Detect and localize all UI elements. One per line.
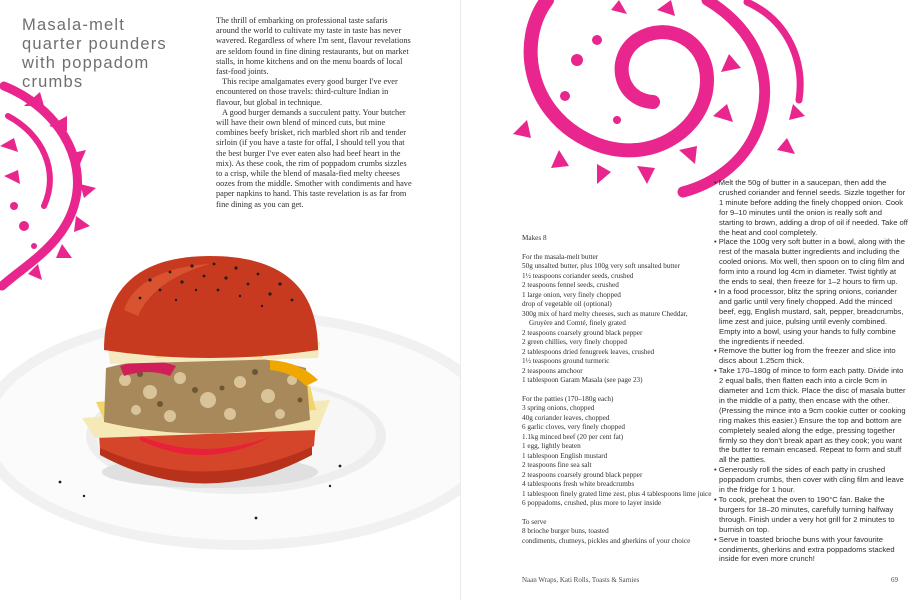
method-step [714,495,908,535]
ingredient-item: 6 garlic cloves, very finely chopped [522,423,625,431]
ingredient-section [522,395,712,509]
intro-paragraph: This recipe amalgamates every good burger I've ever encountered on those travels: third-culture Indian in flavour, but global in technique. [216,77,398,107]
paisley-swirl-decoration [507,0,807,198]
method-step [714,535,908,565]
ingredient-item: 2 tablespoons dried fenugreek leaves, crushed [522,347,655,356]
title-line: Masala-melt [22,16,126,34]
running-footer: Naan Wraps, Kati Rolls, Toasts & Sarnies [522,576,640,584]
intro-paragraph: The thrill of embarking on professional taste safaris around the world to cultivate my taste in taste has never wavered. Regardless of where I'm sent, flavour revelations are seldom found in fine dining restaurants, but on market stalls, in home kitchens and on the menu boards of local fast-food joints. [216,16,411,77]
ingredient-item: 3 spring onions, chopped [522,404,595,412]
method-step-text: In a food processor, blitz the spring onions, coriander and garlic until very finely chopped. Add the minced beef, egg, English mustard, salt, pepper, breadcrumbs, lime zest and juice, pulsing until evenly combined. Empty into a bowl, using your hands to fully combine the ingredients if needed. [718,286,904,346]
ingredient-item: 1½ teaspoons coriander seeds, crushed [522,271,634,280]
ingredient-item: 2 teaspoons fine sea salt [522,461,592,469]
ingredient-item: 2 teaspoons amchoor [522,366,583,375]
method-step-text: Remove the butter log from the freezer and slice into discs about 1.25cm thick. [718,346,896,366]
method-step [714,346,908,366]
ingredient-section [522,253,712,386]
ingredient-item: 1 tablespoon Garam Masala (see page 23) [522,376,643,384]
ingredient-item: 2 teaspoons coarsely ground black pepper [522,470,643,479]
bullet-icon: • [714,465,719,475]
ingredient-item: 1½ teaspoons ground turmeric [522,357,610,365]
ingredient-section-heading: To serve [522,517,547,526]
ingredient-item: 4 tablespoons fresh white breadcrumbs [522,480,635,488]
method-step [714,366,908,465]
ingredients-list [522,234,712,555]
bullet-icon: • [714,366,719,376]
ingredient-section-heading: For the masala-melt butter [522,252,599,261]
bullet-icon: • [714,534,719,544]
right-page [461,0,922,600]
ingredient-item: 1.1kg minced beef (20 per cent fat) [522,432,624,441]
ingredient-item: 300g mix of hard melty cheeses, such as mature Cheddar, Gruyère and Comté, finely grated [522,309,688,327]
intro-text [216,16,412,210]
servings: Makes 8 [522,234,547,242]
ingredient-item: condiments, chutneys, pickles and gherkins of your choice [522,536,691,545]
ingredient-item: 6 poppadoms, crushed, plus more to layer inside [522,499,662,507]
method-step-text: Melt the 50g of butter in a saucepan, then add the crushed coriander and fennel seeds. Sizzle together for 1 minute before adding the finely chopped onion. Cook for 9–10 minutes until the onion is really soft and starting to brown, adding a drop of oil if needed. Take off the heat and cool completely. [718,178,908,237]
method-step [714,237,908,287]
intro-paragraph: A good burger demands a succulent patty. Your butcher will have their own blend of minced cuts, but mine combines beefy brisket, rich marbled short rib and tender sirloin (if you have a taste for offal, I should tell you that the best burger I've ever eaten also had beef heart in the mix). As these cook, the rim of poppadom crumbs sizzles to a crisp, while the blend of masala-fied melty cheeses oozes from the middle. Smother with condiments and have paper napkins to hand. This taste revelation is as far from fine dining as you can get. [216,107,412,209]
ingredient-item: 8 brioche burger buns, toasted [522,527,609,535]
bullet-icon: • [714,237,719,247]
ingredient-section [522,518,712,547]
ingredient-item: 2 teaspoons fennel seeds, crushed [522,281,619,289]
bullet-icon: • [714,346,719,356]
method-steps [714,178,908,564]
method-step-text: Serve in toasted brioche buns with your favourite condiments, gherkins and extra poppadoms stacked inside for even more crunch! [718,534,895,564]
ingredient-item: 2 teaspoons coarsely ground black pepper [522,328,643,337]
ingredient-item: 2 green chillies, very finely chopped [522,338,627,346]
title-line: quarter pounders [22,35,167,53]
method-step [714,287,908,346]
ingredient-section-heading: For the patties (170–180g each) [522,394,614,403]
ingredient-item: 50g unsalted butter, plus 100g very soft unsalted butter [522,262,681,270]
method-step-text: Generously roll the sides of each patty in crushed poppadom crumbs, then cover with cling film and leave in the fridge for 1 hour. [718,465,904,495]
ingredient-item: 1 tablespoon finely grated lime zest, plus 4 tablespoons lime juice [522,489,712,498]
bullet-icon: • [714,286,719,296]
method-step [714,178,908,237]
bullet-icon: • [714,495,719,504]
ingredient-item: drop of vegetable oil (optional) [522,300,612,308]
ingredient-item: 1 tablespoon English mustard [522,451,608,460]
method-step-text: To cook, preheat the oven to 190°C fan. Bake the burgers for 18–20 minutes, carefully turning halfway through. Finish under a very hot grill for 2 minutes to burnish on top. [718,495,895,534]
ingredient-item: 40g coriander leaves, chopped [522,413,610,422]
method-step [714,465,908,495]
page-number: 69 [891,576,898,584]
title-line: with poppadom crumbs [22,54,150,91]
ingredient-item: 1 large onion, very finely chopped [522,290,621,299]
ingredient-item: 1 egg, lightly beaten [522,442,581,450]
bullet-icon: • [714,178,719,187]
method-step-text: Take 170–180g of mince to form each patty. Divide into 2 equal balls, then flatten each into a circle 9cm in diameter and 1cm thick. Place the disc of masala butter in the middle of a patty, then encase with the other. (Pressing the mince into a 9cm cookie cutter or cooking ring makes this easier.) Ensure the top and bottom are completely sealed along the edge, pressing together firmly so they don't break apart as they cook; you want the butter to remain encased. Repeat to form and stuff all the patties. [718,366,906,465]
burger-photo [0,250,461,600]
method-step-text: Place the 100g very soft butter in a bowl, along with the rest of the masala butter ingredients and including the cooled onions. Mix well, then spoon on to cling film and form into a round log 4cm in diameter. Twist tightly at the ends to seal, then freeze for 1–2 hours to firm up. [718,237,905,287]
